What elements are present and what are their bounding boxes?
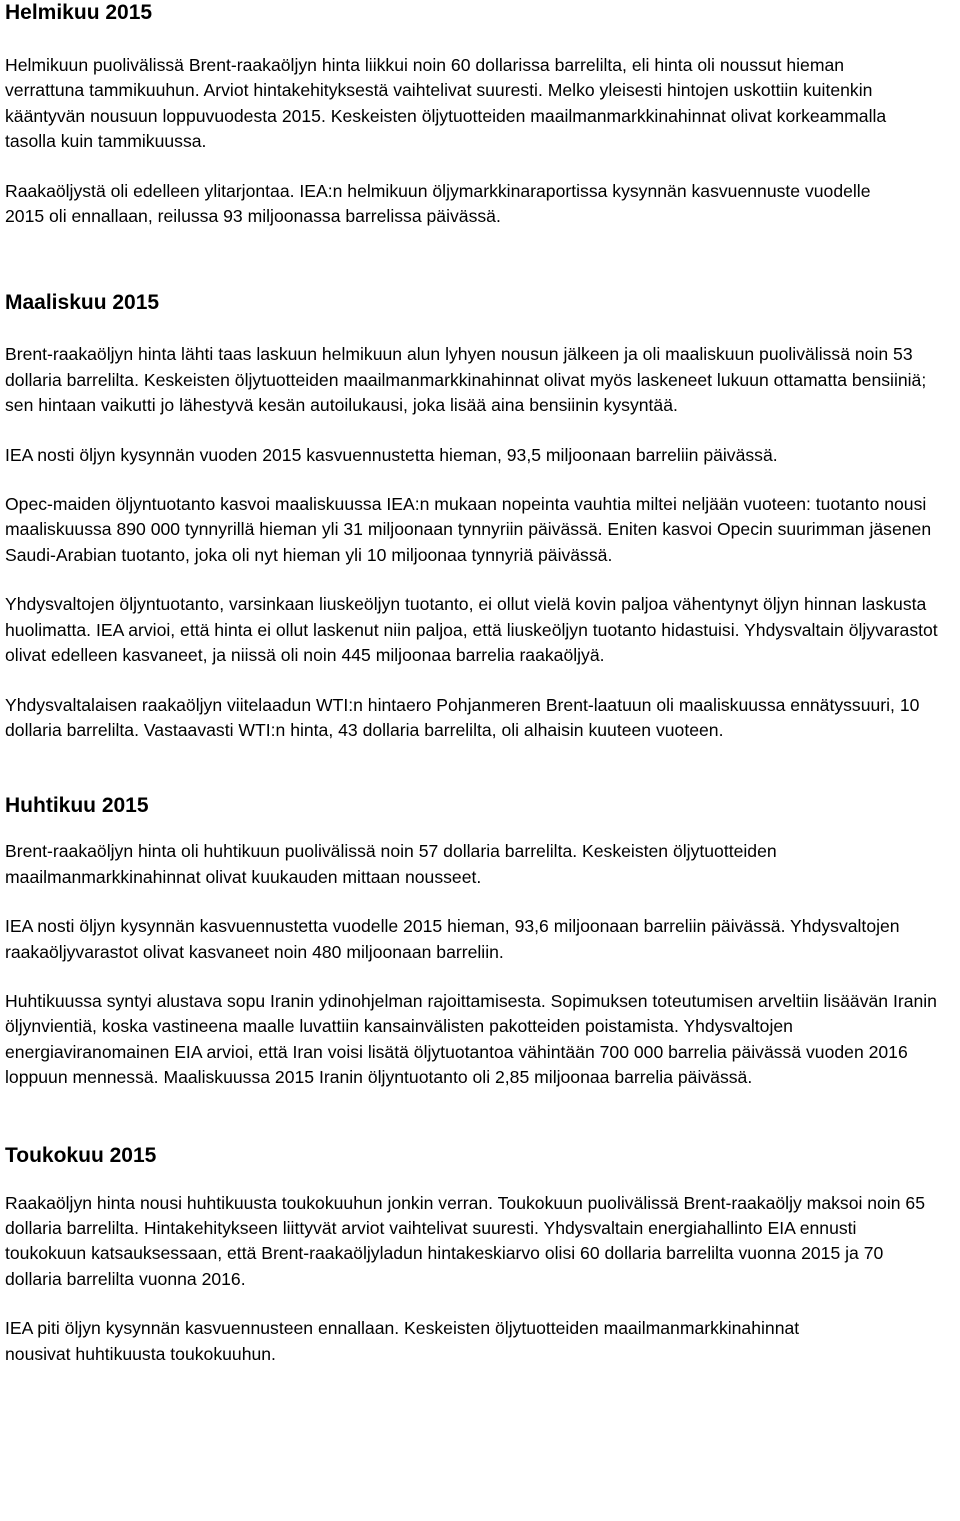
paragraph: IEA piti öljyn kysynnän kasvuennusteen ennallaan. Keskeisten öljytuotteiden maailmanmarkkinahinnat nousivat huhtikuusta toukokuuhun. — [5, 1318, 800, 1364]
paragraph: IEA nosti öljyn kysynnän kasvuennustetta vuodelle 2015 hieman, 93,6 miljoonaan barreliin päivässä. Yhdysvaltojen raakaöljyvarastot olivat kasvaneet noin 480 miljoonaan barreliin. — [5, 916, 900, 962]
paragraph: Opec-maiden öljyntuotanto kasvoi maaliskuussa IEA:n mukaan nopeinta vauhtia miltei neljään vuoteen: tuotanto nousi maaliskuussa 890 000 tynnyrillä hieman yli 31 miljoonaan tynnyriin päivässä. Eniten kasvoi Opecin suurimman jäsenen Saudi-Arabian tuotanto, joka oli nyt hieman yli 10 miljoonaa tynnyriä päivässä. — [5, 494, 932, 565]
paragraph: Brent-raakaöljyn hinta oli huhtikuun puolivälissä noin 57 dollaria barrelilta. Keskeisten öljytuotteiden maailmanmarkkinahinnat olivat kuukauden mittaan nousseet. — [5, 841, 777, 887]
paragraph: Yhdysvaltojen öljyntuotanto, varsinkaan liuskeöljyn tuotanto, ei ollut vielä kovin paljoa vähentynyt öljyn hinnan laskusta huolimatta. IEA arvioi, että hinta ei ollut laskenut niin paljoa, että liuskeöljyn tuotanto hidastuisi. Yhdysvaltain öljyvarastot olivat edelleen kasvaneet, ja niissä oli noin 445 miljoonaa barrelia raakaöljyä. — [5, 594, 938, 666]
paragraph: Brent-raakaöljyn hinta lähti taas laskuun helmikuun alun lyhyen nousun jälkeen ja oli maaliskuun puolivälissä noin 53 dollaria barrelilta. Keskeisten öljytuotteiden maailmanmarkkinahinnat olivat myös laskeneet lukuun ottamatta bensiiniä; sen hintaan vaikutti jo lähestyvä kesän autoilukausi, joka lisää aina bensiinin kysyntää. — [5, 344, 927, 416]
paragraph: Helmikuun puolivälissä Brent-raakaöljyn hinta liikkui noin 60 dollarissa barrelilta, eli hinta oli noussut hieman verrattuna tammikuuhun. Arviot hintakehityksestä vaihtelivat suuresti. Melko yleisesti hintojen uskottiin kuitenkin kääntyvän nousuun loppuvuodesta 2015. Keskeisten öljytuotteiden maailmanmarkkinahinnat olivat korkeammalla tasolla kuin tammikuussa. — [5, 55, 887, 152]
section-helmikuu — [5, 0, 960, 229]
section-huhtikuu — [5, 743, 960, 1090]
paragraph: Huhtikuussa syntyi alustava sopu Iranin ydinohjelman rajoittamisesta. Sopimuksen toteutumisen arveltiin lisäävän Iranin öljynvientiä, koska vastineena maalle luvattiin kansainvälisten pakotteiden poistamista. Yhdysvaltojen energiaviranomainen EIA arvioi, että Iran voisi lisätä öljytuotantoa vähintään 700 000 barrelia päivässä vuoden 2016 loppuun mennessä. Maaliskuussa 2015 Iranin öljyntuotanto oli 2,85 miljoonaa barrelia päivässä. — [5, 990, 937, 1088]
paragraph: Yhdysvaltalaisen raakaöljyn viitelaadun WTI:n hintaero Pohjanmeren Brent-laatuun oli maaliskuussa ennätyssuuri, 10 dollaria barrelilta. Vastaavasti WTI:n hinta, 43 dollaria barrelilta, oli alhaisin kuuteen vuoteen. — [5, 694, 920, 740]
section-heading: Helmikuu 2015 — [5, 1, 153, 24]
section-heading: Maaliskuu 2015 — [5, 291, 160, 315]
section-maaliskuu — [5, 229, 960, 743]
section-heading: Toukokuu 2015 — [5, 1143, 157, 1167]
section-toukokuu — [5, 1091, 960, 1367]
section-heading: Huhtikuu 2015 — [5, 794, 149, 818]
paragraph: Raakaöljyn hinta nousi huhtikuusta toukokuuhun jonkin verran. Toukokuun puolivälissä Brent-raakaöljy maksoi noin 65 dollaria barrelilta. Hintakehitykseen liittyvät arviot vaihtelivat suuresti. Yhdysvaltain energiahallinto EIA ennusti toukokuun katsauksessaan, että Brent-raakaöljyladun hintakeskiarvo olisi 60 dollaria barrelilta vuonna 2015 ja 70 dollaria barrelilta vuonna 2016. — [5, 1192, 925, 1289]
paragraph: Raakaöljystä oli edelleen ylitarjontaa. IEA:n helmikuun öljymarkkinaraportissa kysynnän kasvuennuste vuodelle 2015 oli ennallaan, reilussa 93 miljoonassa barrelissa päivässä. — [5, 180, 871, 227]
paragraph: IEA nosti öljyn kysynnän vuoden 2015 kasvuennustetta hieman, 93,5 miljoonaan barreliin päivässä. — [5, 444, 778, 465]
